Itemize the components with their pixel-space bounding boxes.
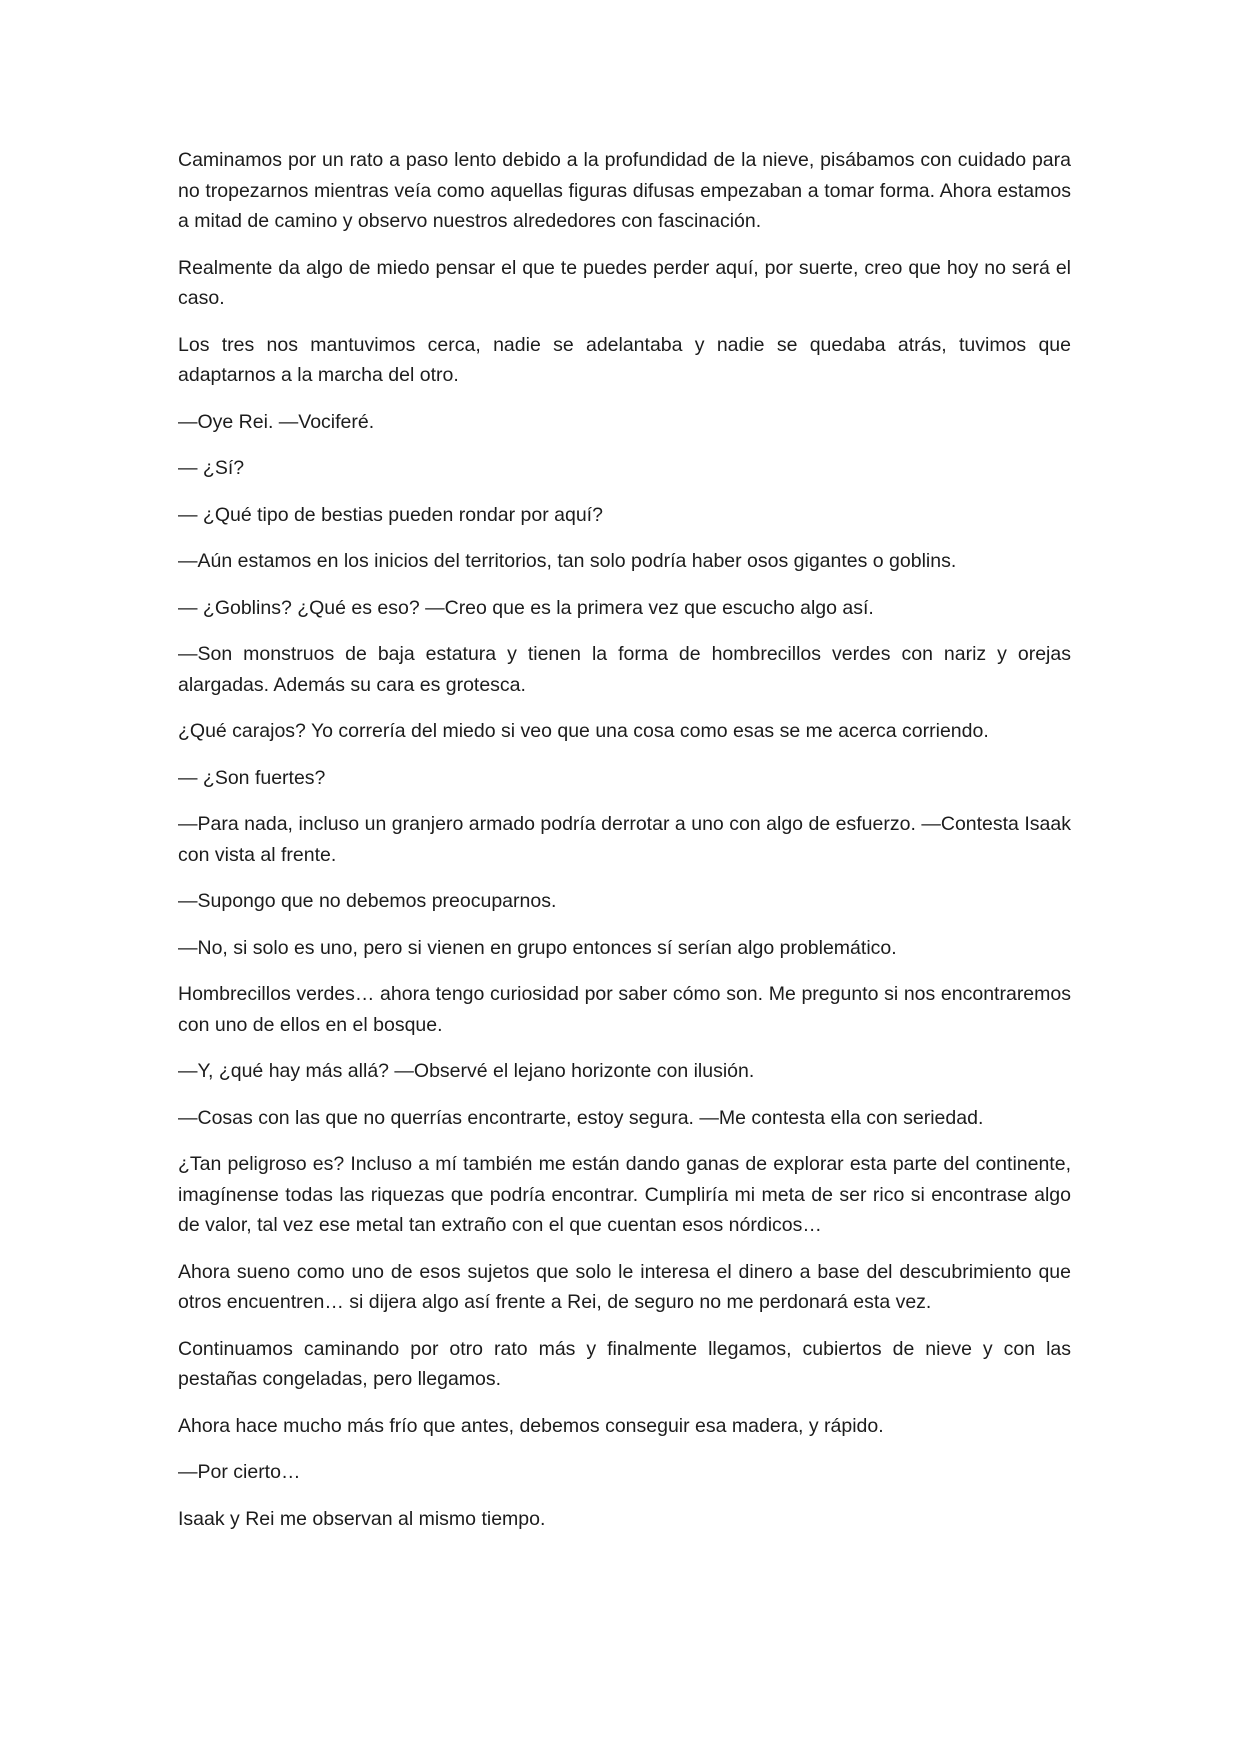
dialogue-line: —No, si solo es uno, pero si vienen en grupo entonces sí serían algo problemático.	[178, 936, 897, 959]
paragraph: Caminamos por un rato a paso lento debido a la profundidad de la nieve, pisábamos con cuidado para no tropezarnos mientras veía como aquellas figuras difusas empezaban a tomar forma. Ahora estamos a mitad de camino y observo nuestros alrededores con fascinación.	[178, 149, 1071, 232]
dialogue-line: —Cosas con las que no querrías encontrarte, estoy segura. —Me contesta ella con seriedad.	[178, 1106, 984, 1129]
paragraph: Realmente da algo de miedo pensar el que te puedes perder aquí, por suerte, creo que hoy no será el caso.	[178, 256, 1071, 309]
dialogue-line: — ¿Qué tipo de bestias pueden rondar por aquí?	[178, 503, 603, 526]
dialogue-line: —Oye Rei. —Vociferé.	[178, 410, 375, 433]
paragraph: Ahora hace mucho más frío que antes, debemos conseguir esa madera, y rápido.	[178, 1414, 884, 1437]
dialogue-line: —Aún estamos en los inicios del territorios, tan solo podría haber osos gigantes o goblins.	[178, 550, 957, 572]
dialogue-line: —Por cierto…	[178, 1461, 301, 1483]
dialogue-line: — ¿Goblins? ¿Qué es eso? —Creo que es la primera vez que escucho algo así.	[178, 596, 874, 619]
dialogue-line: —Y, ¿qué hay más allá? —Observé el lejano horizonte con ilusión.	[178, 1060, 755, 1082]
paragraph: ¿Qué carajos? Yo correría del miedo si veo que una cosa como esas se me acerca corriendo.	[178, 720, 989, 742]
paragraph: Isaak y Rei me observan al mismo tiempo.	[178, 1507, 546, 1530]
dialogue-line: — ¿Son fuertes?	[178, 766, 326, 789]
dialogue-line: —Supongo que no debemos preocuparnos.	[178, 890, 557, 912]
paragraph: Los tres nos mantuvimos cerca, nadie se adelantaba y nadie se quedaba atrás, tuvimos que adaptarnos a la marcha del otro.	[178, 333, 1071, 386]
body-text	[178, 145, 1071, 1550]
dialogue-line: — ¿Sí?	[178, 457, 245, 479]
paragraph: ¿Tan peligroso es? Incluso a mí también me están dando ganas de explorar esta parte del continente, imagínense todas las riquezas que podría encontrar. Cumpliría mi meta de ser rico si encontrase algo de valor, tal vez ese metal tan extraño con el que cuentan esos nórdicos…	[178, 1153, 1071, 1236]
paragraph: Continuamos caminando por otro rato más y finalmente llegamos, cubiertos de nieve y con las pestañas congeladas, pero llegamos.	[178, 1337, 1071, 1390]
dialogue-line: —Para nada, incluso un granjero armado podría derrotar a uno con algo de esfuerzo. —Contesta Isaak con vista al frente.	[178, 813, 1071, 866]
paragraph: Hombrecillos verdes… ahora tengo curiosidad por saber cómo son. Me pregunto si nos encontraremos con uno de ellos en el bosque.	[178, 983, 1071, 1036]
dialogue-line: —Son monstruos de baja estatura y tienen la forma de hombrecillos verdes con nariz y orejas alargadas. Además su cara es grotesca.	[178, 643, 1071, 696]
paragraph: Ahora sueno como uno de esos sujetos que solo le interesa el dinero a base del descubrimiento que otros encuentren… si dijera algo así frente a Rei, de seguro no me perdonará esta vez.	[178, 1260, 1071, 1313]
